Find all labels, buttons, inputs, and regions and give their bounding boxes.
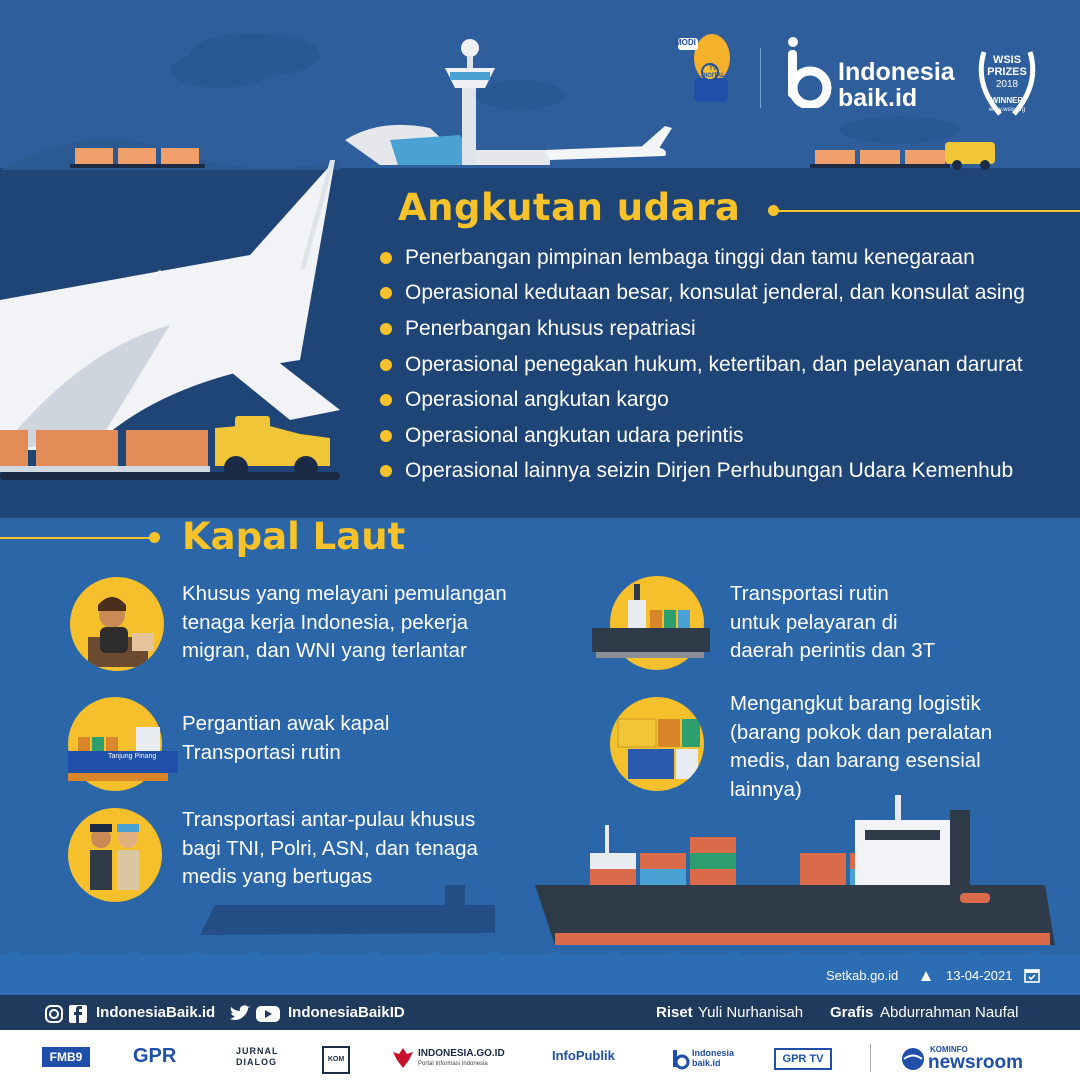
jurnal-dialog-logo-line2[interactable]: DIALOG [236, 1057, 277, 1067]
list-item-text: Operasional lainnya seizin Dirjen Perhubungan Udara Kemenhub [405, 459, 1014, 483]
bullet [380, 252, 392, 264]
sea-item-line: Transportasi antar-pulau khusus [182, 808, 476, 831]
list-item-text: Operasional angkutan udara perintis [405, 423, 744, 447]
garuda-icon [392, 1046, 414, 1070]
social-handle-right[interactable]: IndonesiaBaikID [288, 1004, 405, 1021]
gpr-logo[interactable]: GPR [133, 1045, 177, 1067]
list-item [380, 382, 1025, 418]
bullet [380, 465, 392, 477]
title-rule-dot [768, 205, 779, 216]
bullet [380, 359, 392, 371]
officers-icon [68, 808, 162, 902]
airport-illustration [0, 0, 1080, 175]
sea-item-line: bagi TNI, Polri, ASN, dan tenaga [182, 836, 478, 860]
sea-item-text [182, 580, 507, 666]
sea-transport-title: Kapal Laut [182, 515, 406, 558]
award-line2: PRIZES [987, 66, 1027, 78]
sea-item-line: migran, dan WNI yang terlantar [182, 639, 467, 662]
sea-item-line: Mengangkut barang logistik [730, 692, 981, 715]
sea-item-line: Transportasi rutin [730, 582, 889, 605]
facebook-icon[interactable] [68, 1004, 88, 1024]
bullet [380, 287, 392, 299]
list-item [380, 347, 1025, 383]
indonesiabaik-small-domain: baik.id [692, 1058, 721, 1068]
title-rule-dot [149, 532, 160, 543]
indonesia-go-subtitle: Portal Informasi Indonesia [418, 1061, 488, 1067]
sea-item-line: daerah perintis dan 3T [730, 639, 936, 662]
kominfo-label: KOMINFO [930, 1045, 968, 1054]
graphic-label: Grafis [830, 1004, 874, 1021]
list-item-text: Penerbangan pimpinan lembaga tinggi dan tamu kenegaraan [405, 245, 975, 269]
mascot-tag: MODI [675, 38, 696, 47]
list-item-text: Penerbangan khusus repatriasi [405, 316, 696, 340]
sea-item-line: lainnya) [730, 777, 802, 801]
sea-item-line: Pergantian awak kapal [182, 712, 390, 735]
newsroom-logo[interactable]: newsroom [928, 1052, 1024, 1073]
list-item-text: Operasional penegakan hukum, ketertiban, dan pelayanan darurat [405, 352, 1023, 376]
fmb9-logo[interactable]: FMB9 [42, 1047, 90, 1067]
indonesiabaik-small-logo[interactable]: Indonesia [692, 1048, 735, 1058]
research-label: Riset [656, 1004, 693, 1021]
instagram-icon[interactable] [44, 1004, 64, 1024]
partner-divider [870, 1044, 871, 1072]
graphic-name: Abdurrahman Naufal [880, 1004, 1019, 1021]
jurnal-dialog-logo-line1[interactable]: JURNAL [236, 1046, 279, 1056]
list-item [380, 276, 1025, 312]
publish-date: 13-04-2021 [946, 968, 1013, 983]
sea-item-text [730, 580, 935, 666]
brand-name: Indonesia [838, 58, 955, 86]
calendar-icon [1024, 967, 1040, 983]
indonesia-go-logo[interactable]: INDONESIA.GO.ID [418, 1048, 505, 1059]
bullet [380, 430, 392, 442]
sea-item-line: tenaga kerja Indonesia, pekerja [182, 610, 469, 634]
brand-domain: baik.id [838, 84, 918, 112]
cargo-ship-icon [68, 697, 162, 791]
list-item-text: Operasional angkutan kargo [405, 388, 669, 412]
award-line1: WSIS [992, 54, 1022, 66]
sea-item-line: medis yang bertugas [182, 865, 373, 888]
indonesiabaik-logo-icon [784, 36, 834, 108]
list-item [380, 240, 1025, 276]
mascot-badge: TV DIGITAL [701, 66, 725, 79]
list-item [380, 418, 1025, 454]
indonesiabaik-small-icon [672, 1044, 690, 1070]
header-divider [760, 48, 761, 108]
infopublik-logo[interactable]: InfoPublik [552, 1048, 615, 1063]
source-label: Setkab.go.id [826, 968, 899, 983]
twitter-icon[interactable] [228, 1004, 252, 1024]
list-item [380, 454, 1025, 490]
container-ship-illustration [195, 785, 1080, 965]
ship-name: Tanjung Pinang [108, 753, 157, 760]
research-name: Yuli Nurhanisah [698, 1004, 804, 1021]
kominfo-k-logo[interactable]: KOM [322, 1046, 350, 1074]
award-line5: www.wsis.org [988, 107, 1026, 113]
title-rule [772, 210, 1080, 212]
youtube-icon[interactable] [255, 1004, 281, 1024]
pin-icon [918, 968, 934, 984]
migrant-worker-icon [70, 577, 164, 671]
social-handle-left[interactable]: IndonesiaBaik.id [96, 1004, 216, 1021]
sea-item-line: medis, dan barang esensial [730, 749, 981, 772]
sea-item-line: untuk pelayaran di [730, 610, 898, 634]
air-transport-list [380, 240, 1025, 489]
bullet [380, 323, 392, 335]
award-line4: WINNER [990, 96, 1024, 105]
sea-item-line: Transportasi rutin [182, 740, 341, 764]
title-rule [0, 537, 154, 539]
list-item [380, 311, 1025, 347]
wave-pattern [0, 942, 1080, 962]
air-transport-title: Angkutan udara [398, 186, 741, 229]
sea-item-line: (barang pokok dan peralatan [730, 720, 993, 744]
gpr-tv-logo[interactable]: GPR TV [774, 1048, 832, 1070]
award-line3: 2018 [995, 79, 1019, 90]
cargo-cart-illustration [0, 408, 340, 488]
containers-icon [610, 697, 704, 791]
list-item-text: Operasional kedutaan besar, konsulat jenderal, dan konsulat asing [405, 281, 1025, 305]
sea-item-line: Khusus yang melayani pemulangan [182, 582, 507, 605]
newsroom-globe-icon [900, 1046, 926, 1072]
bullet [380, 394, 392, 406]
sea-item-text [182, 710, 389, 767]
container-ship-icon [610, 576, 704, 670]
